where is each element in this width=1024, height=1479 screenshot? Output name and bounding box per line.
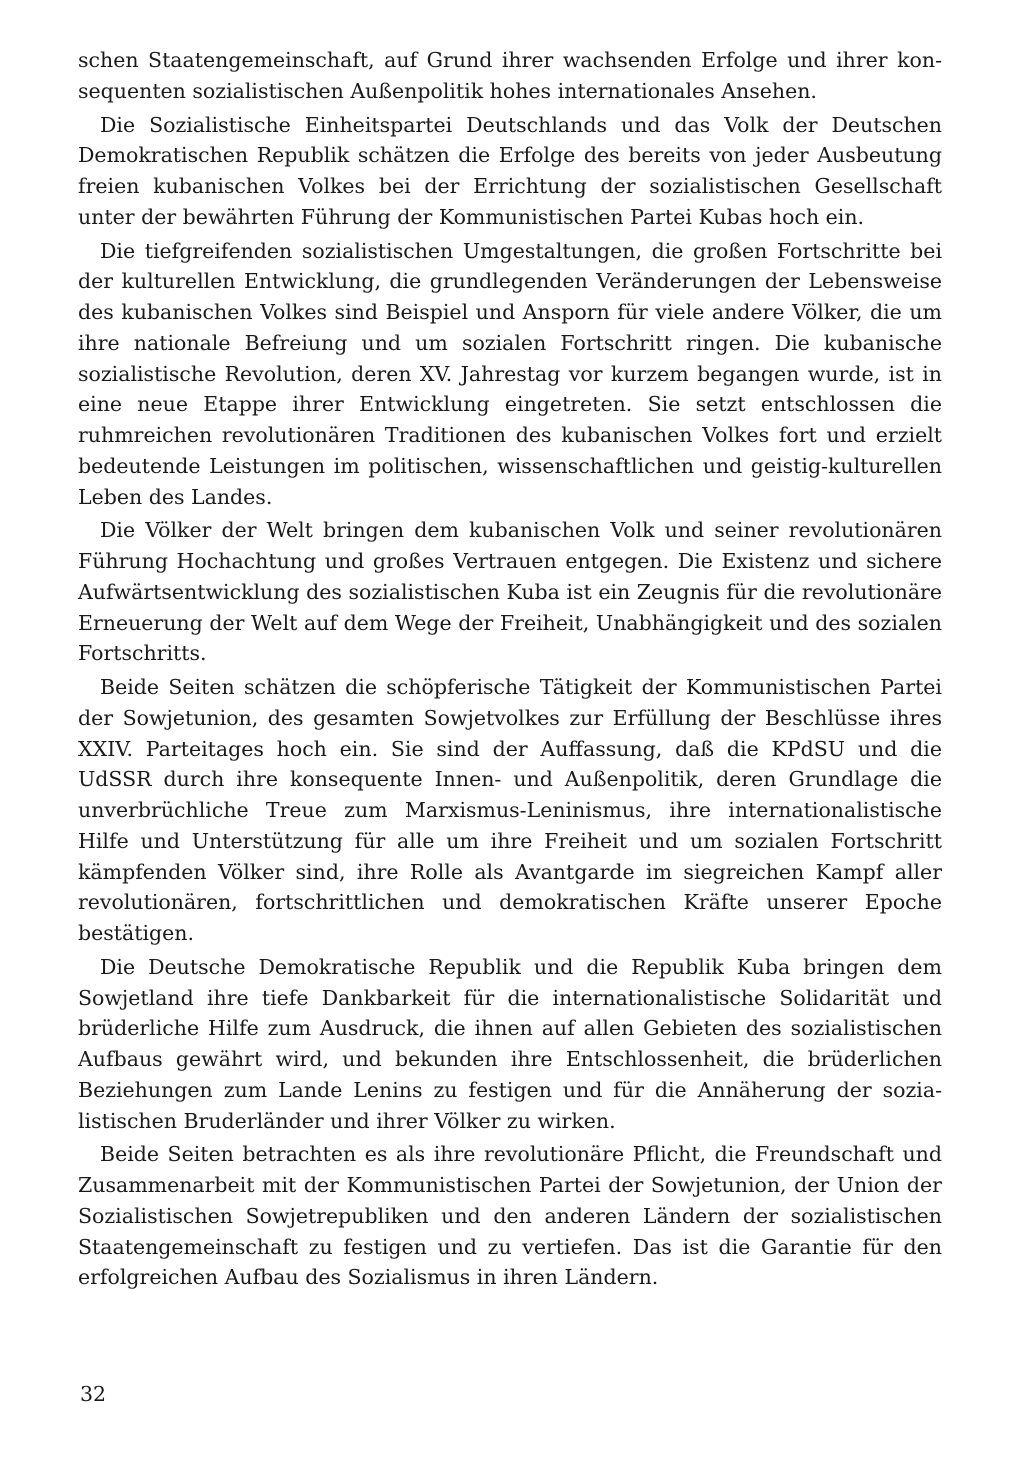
- paragraph-6: Die Deutsche Demokratische Republik und die Republik Kuba bringen dem Sowjetland ihre tiefe Dankbarkeit für die internationalistische Solidarität und brüderliche Hilfe zum Ausdruck, die ihnen auf allen Gebieten des sozialistischen Aufbaus gewährt wird, und bekunden ihre Entschlossenheit, die brüderlichen Beziehungen zum Lande Lenins zu festigen und für die Annäherung der sozialistischen Bruderländer und ihrer Völker zu wirken.: [78, 954, 942, 1133]
- paragraph-5: Beide Seiten schätzen die schöpferische Tätigkeit der Kommunistischen Partei der Sowjetunion, des gesamten Sowjetvolkes zur Erfüllung der Beschlüsse ihres XXIV. Parteitages hoch ein. Sie sind der Auffassung, daß die KPdSU und die UdSSR durch ihre konsequente Innen- und Außenpolitik, deren Grundlage die unverbrüchliche Treue zum Marxismus-Leninismus, ihre internationalistische Hilfe und Unterstützung für alle um ihre Freiheit und um sozialen Fortschritt kämpfenden Völker sind, ihre Rolle als Avantgarde im siegreichen Kampf aller revolutionären, fortschrittlichen und demokratischen Kräfte unserer Epoche bestätigen.: [78, 675, 942, 945]
- paragraph-7: Beide Seiten betrachten es als ihre revolutionäre Pflicht, die Freundschaft und Zusammenarbeit mit der Kommunistischen Partei der Sowjetunion, der Union der Sozialistischen Sowjetrepubliken und den anderen Ländern der sozialistischen Staatengemeinschaft zu festigen und zu vertiefen. Das ist die Garantie für den erfolgreichen Aufbau des Sozialismus in ihren Ländern.: [78, 1142, 942, 1290]
- paragraph-2: Die Sozialistische Einheitspartei Deutschlands und das Volk der Deutschen Demokratischen Republik schätzen die Erfolge des bereits von jeder Ausbeutung freien kubanischen Volkes bei der Errichtung der sozialistischen Gesellschaft unter der bewährten Führung der Kommunistischen Partei Kubas hoch ein.: [78, 112, 942, 229]
- paragraph-1: schen Staatengemeinschaft, auf Grund ihrer wachsenden Erfolge und ihrer konsequenten sozialistischen Außenpolitik hohes internationales Ansehen.: [78, 48, 942, 103]
- body-text: [78, 45, 942, 1296]
- paragraph-3: Die tiefgreifenden sozialistischen Umgestaltungen, die großen Fortschritte bei der kulturellen Entwicklung, die grundlegenden Veränderungen der Lebensweise des kubanischen Volkes sind Beispiel und Ansporn für viele andere Völker, die um ihre nationale Befreiung und um sozialen Fortschritt ringen. Die kubanische sozialistische Revolution, deren XV. Jahrestag vor kurzem begangen wurde, ist in eine neue Etappe ihrer Entwicklung eingetreten. Sie setzt entschlossen die ruhmreichen revolutionären Traditionen des kubanischen Volkes fort und erzielt bedeutende Leistungen im politischen, wissenschaftlichen und geistig-kulturellen Leben des Landes.: [78, 238, 942, 509]
- paragraph-4: Die Völker der Welt bringen dem kubanischen Volk und seiner revolutionären Führung Hochachtung und großes Vertrauen entgegen. Die Existenz und sichere Aufwärtsentwicklung des sozialistischen Kuba ist ein Zeugnis für die revolutionäre Erneuerung der Welt auf dem Wege der Freiheit, Unabhängigkeit und des sozialen Fortschritts.: [78, 518, 942, 666]
- page-number: 32: [80, 1382, 107, 1406]
